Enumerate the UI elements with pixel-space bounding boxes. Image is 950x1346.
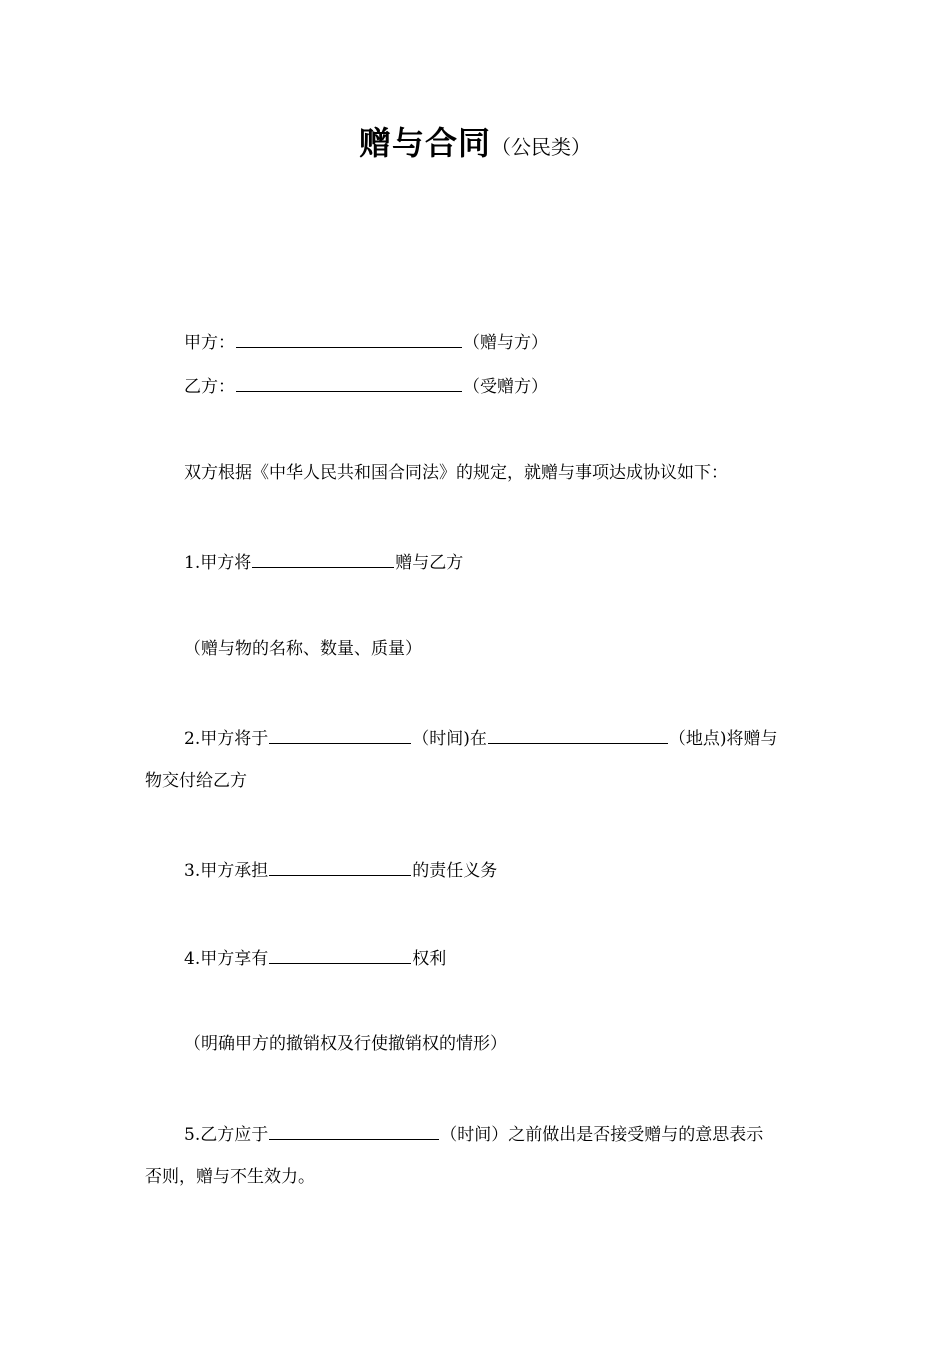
clause-2-middle: （时间)在 xyxy=(412,729,487,749)
title-main: 赠与合同 xyxy=(358,124,491,162)
clause-4-blank[interactable] xyxy=(269,946,411,964)
party-b-role: （受赠方） xyxy=(463,377,548,397)
clause-2-continuation: 物交付给乙方 xyxy=(145,771,247,791)
party-b-label: 乙方： xyxy=(184,377,235,397)
party-b-blank[interactable] xyxy=(236,374,462,392)
clause-3-suffix: 的责任义务 xyxy=(412,861,498,881)
clause-1-note: （赠与物的名称、数量、质量） xyxy=(184,639,422,659)
clause-2 xyxy=(184,726,778,750)
clause-2-prefix: 2.甲方将于 xyxy=(184,729,269,749)
clause-4-prefix: 4.甲方享有 xyxy=(184,949,269,969)
clause-2-suffix: （地点)将赠与 xyxy=(668,729,778,749)
party-a-blank[interactable] xyxy=(236,330,462,348)
title-subtitle: （公民类） xyxy=(491,135,591,159)
clause-1-suffix: 赠与乙方 xyxy=(395,553,464,573)
clause-3-blank[interactable] xyxy=(269,858,411,876)
clause-3-prefix: 3.甲方承担 xyxy=(184,861,269,881)
clause-4-suffix: 权利 xyxy=(412,949,447,969)
clause-1-blank[interactable] xyxy=(252,550,394,568)
clause-5-blank[interactable] xyxy=(269,1122,439,1140)
clause-4-note: （明确甲方的撤销权及行使撤销权的情形） xyxy=(184,1034,507,1054)
preamble: 双方根据《中华人民共和国合同法》的规定，就赠与事项达成协议如下： xyxy=(184,463,728,483)
party-a-line xyxy=(184,330,548,354)
document-title xyxy=(0,118,950,164)
clause-4 xyxy=(184,946,446,970)
clause-5-prefix: 5.乙方应于 xyxy=(184,1125,269,1145)
clause-3 xyxy=(184,858,497,882)
party-a-role: （赠与方） xyxy=(463,333,548,353)
clause-5-continuation: 否则，赠与不生效力。 xyxy=(145,1167,315,1187)
party-a-label: 甲方： xyxy=(184,333,235,353)
clause-1 xyxy=(184,550,463,574)
clause-5 xyxy=(184,1122,763,1146)
clause-2-time-blank[interactable] xyxy=(269,726,411,744)
clause-1-prefix: 1.甲方将 xyxy=(184,553,252,573)
party-b-line xyxy=(184,374,548,398)
clause-2-place-blank[interactable] xyxy=(488,726,668,744)
clause-5-suffix: （时间）之前做出是否接受赠与的意思表示 xyxy=(440,1125,764,1145)
